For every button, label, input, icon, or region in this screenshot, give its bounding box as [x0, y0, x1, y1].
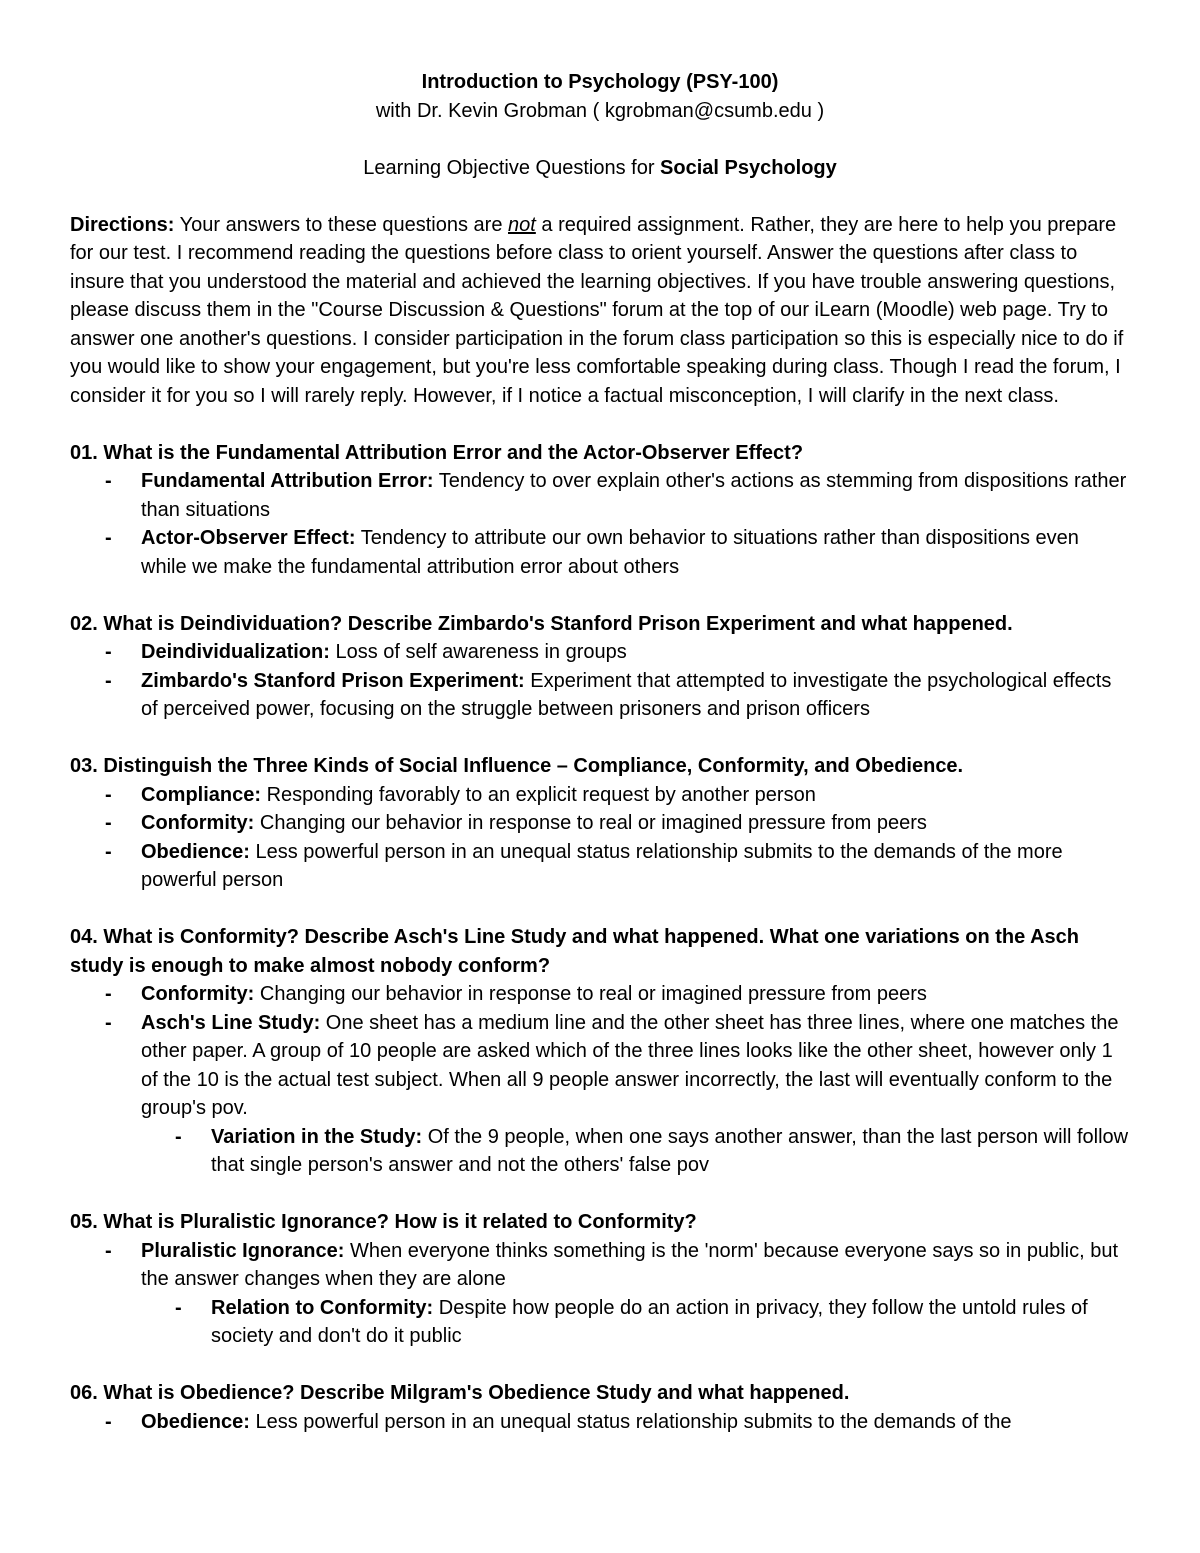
answer-list-02 [70, 638, 1130, 724]
answer-term: Conformity: [141, 983, 255, 1005]
question-03: 03. Distinguish the Three Kinds of Social Influence – Compliance, Conformity, and Obedience. [70, 755, 964, 777]
answer-definition: Tendency to attribute our own behavior to situations rather than dispositions even while we make the fundamental attribution error about others [141, 527, 1079, 578]
bullet-dash: - [105, 669, 112, 692]
question-block-06 [70, 1379, 1130, 1436]
answer-list-03 [70, 781, 1130, 895]
list-item [70, 524, 1130, 581]
list-item [70, 1123, 1130, 1180]
instructor-line: with Dr. Kevin Grobman ( kgrobman@csumb.edu ) [375, 99, 825, 122]
answer-term: Deindividualization: [141, 641, 330, 663]
subtitle-topic: Social Psychology [660, 156, 837, 179]
question-04: 04. What is Conformity? Describe Asch's Line Study and what happened. What one variations on the Asch study is enough to make almost nobody conform? [70, 926, 1079, 977]
list-item [70, 467, 1130, 524]
answer-term: Zimbardo's Stanford Prison Experiment: [141, 669, 525, 692]
answer-definition: Less powerful person in an unequal status relationship submits to the demands of the more powerful person [141, 840, 1063, 891]
bullet-dash: - [105, 527, 112, 549]
course-title: Introduction to Psychology (PSY-100) [421, 71, 779, 93]
list-item [70, 638, 1130, 667]
question-block-02 [70, 610, 1130, 724]
bullet-dash: - [105, 812, 112, 834]
answer-term: Conformity: [141, 812, 255, 834]
answer-definition: When everyone thinks something is the 'norm' because everyone says so in public, but the answer changes when they are alone [141, 1239, 1118, 1290]
document-subtitle [70, 154, 1130, 183]
question-01: 01. What is the Fundamental Attribution Error and the Actor-Observer Effect? [70, 441, 804, 464]
subtitle-prefix: Learning Objective Questions for [363, 156, 661, 179]
bullet-dash: - [105, 641, 112, 663]
document-page [70, 68, 1130, 1436]
question-02: 02. What is Deindividuation? Describe Zimbardo's Stanford Prison Experiment and what happened. [70, 612, 1013, 635]
answer-definition: Loss of self awareness in groups [329, 641, 627, 663]
answer-list-06 [70, 1408, 1130, 1437]
question-block-04 [70, 923, 1130, 1180]
document-header [70, 68, 1130, 182]
directions-label: Directions: [70, 213, 175, 236]
list-item [70, 980, 1130, 1009]
bullet-dash: - [105, 1239, 112, 1262]
list-item [70, 1294, 1130, 1351]
answer-term: Asch's Line Study: [141, 1011, 321, 1034]
bullet-dash: - [105, 983, 112, 1005]
question-05: 05. What is Pluralistic Ignorance? How is it related to Conformity? [70, 1211, 697, 1233]
question-block-05 [70, 1208, 1130, 1351]
answer-term: Obedience: [141, 1410, 250, 1433]
answer-term: Compliance: [141, 783, 262, 806]
list-item [70, 838, 1130, 895]
answer-definition: Experiment that attempted to investigate the psychological effects of perceived power, focusing on the struggle between prisoners and prison officers [141, 669, 1112, 720]
answer-list-04 [70, 980, 1130, 1180]
answer-definition: Changing our behavior in response to real or imagined pressure from peers [254, 983, 927, 1005]
bullet-dash: - [175, 1125, 182, 1148]
answer-definition: Despite how people do an action in privacy, they follow the untold rules of society and don't do it public [211, 1296, 1088, 1347]
bullet-dash: - [105, 1410, 112, 1433]
directions-emphasis: not [508, 213, 536, 236]
answer-definition: One sheet has a medium line and the other sheet has three lines, where one matches the other paper. A group of 10 people are asked which of the three lines looks like the other sheet, however only 1 of the 10 is the actual test subject. When all 9 people answer incorrectly, the last will eventually conform to the group's pov. [141, 1011, 1119, 1119]
list-item [70, 809, 1130, 838]
answer-definition: Changing our behavior in response to real or imagined pressure from peers [254, 812, 927, 834]
bullet-dash: - [105, 783, 112, 806]
directions-text-after: a required assignment. Rather, they are here to help you prepare for our test. I recommend reading the questions before class to orient yourself. Answer the questions after class to insure that you understood the material and achieved the learning objectives. If you have trouble answering questions, please discuss them in the "Course Discussion & Questions" forum at the top of our iLearn (Moodle) web page. Try to answer one another's questions. I consider participation in the forum class participation so this is especially nice to do if you would like to show your engagement, but you're less comfortable speaking during class. Though I read the forum, I consider it for you so I will rarely reply. However, if I notice a factual misconception, I will clarify in the next class. [70, 213, 1124, 407]
question-block-01 [70, 439, 1130, 582]
answer-term: Actor-Observer Effect: [141, 527, 356, 549]
answer-term: Variation in the Study: [211, 1125, 423, 1148]
list-item [70, 1009, 1130, 1123]
question-block-03 [70, 752, 1130, 895]
directions-text-before: Your answers to these questions are [174, 213, 509, 236]
answer-term: Pluralistic Ignorance: [141, 1239, 345, 1262]
bullet-dash: - [105, 840, 112, 863]
list-item [70, 1237, 1130, 1294]
answer-term: Fundamental Attribution Error: [141, 470, 434, 492]
answer-definition: Less powerful person in an unequal status relationship submits to the demands of the [249, 1410, 1012, 1433]
answer-list-05 [70, 1237, 1130, 1351]
answer-definition: Of the 9 people, when one says another answer, than the last person will follow that single person's answer and not the others' false pov [211, 1125, 1129, 1176]
question-06: 06. What is Obedience? Describe Milgram's Obedience Study and what happened. [70, 1382, 850, 1404]
answer-definition: Tendency to over explain other's actions as stemming from dispositions rather than situations [141, 470, 1127, 521]
directions-paragraph [70, 211, 1130, 411]
list-item [70, 667, 1130, 724]
answer-term: Obedience: [141, 840, 250, 863]
bullet-dash: - [105, 1011, 112, 1034]
bullet-dash: - [105, 470, 112, 492]
bullet-dash: - [175, 1296, 182, 1319]
answer-term: Relation to Conformity: [211, 1296, 434, 1319]
list-item [70, 1408, 1130, 1437]
list-item [70, 781, 1130, 810]
answer-list-01 [70, 467, 1130, 581]
answer-definition: Responding favorably to an explicit request by another person [261, 783, 816, 806]
